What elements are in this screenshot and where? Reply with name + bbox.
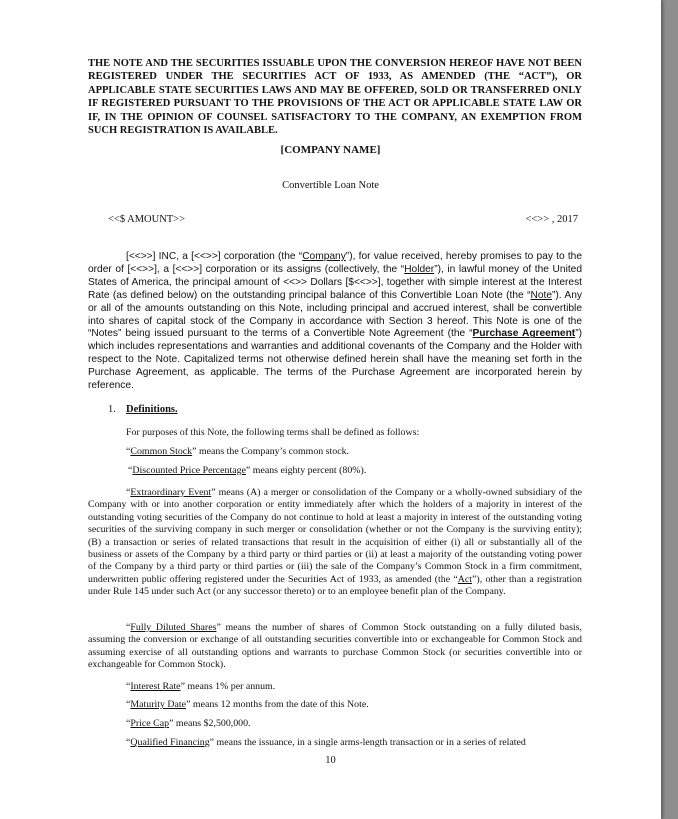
term-maturity-date: Maturity Date	[130, 699, 187, 710]
def-text: ” means 12 months from the date of this Note.	[186, 699, 369, 710]
section-number: 1.	[108, 404, 116, 415]
quote: “	[126, 737, 131, 748]
document-title: Convertible Loan Note	[282, 180, 379, 191]
term-purchase-agreement: Purchase Agreement	[472, 328, 576, 340]
def-text: ” means (A) a merger or consolidation of the Company or a wholly-owned subsidiary of the Company with or into another corporation or entity immediately after which the holders of a majority in interest of the outstanding voting securities of the Company do not continue to hold at least a majority in interest of the outstanding voting securities of the surviving company in such merger or consolidation (whether or not the Company is the surviving entity); (B) a transaction or series of related transactions that result in the acquisition of either (i) all or substantially all of the business or assets of the Company by a third party or third parties or (ii) at least a majority of the outstanding voting power of the Company by a third party or third parties or (iii) the sale of the Company’s Common Stock in a firm commitment, underwritten public offering registered under the Securities Act of 1933, as amended (the “	[88, 487, 583, 585]
company-name: [COMPANY NAME]	[280, 144, 381, 156]
quote: “	[126, 699, 131, 710]
term-qualified-financing: Qualified Financing	[130, 737, 210, 748]
section-heading	[108, 404, 178, 415]
quote: “	[128, 465, 133, 476]
intro-text: ”), for value received, hereby promises to pay to the order of [<<>>], a [<<>>] corporation or its assigns (collectively, the “	[88, 251, 583, 275]
def-discounted-price	[128, 465, 366, 477]
page-number: 10	[325, 755, 336, 766]
term-act: Act	[457, 573, 473, 585]
term-extraordinary-event: Extraordinary Event	[130, 487, 212, 498]
section-title: Definitions.	[126, 404, 178, 415]
def-interest-rate	[126, 681, 275, 693]
def-text: ” means eighty percent (80%).	[245, 465, 367, 476]
term-note: Note	[530, 289, 552, 301]
intro-text: ”). Any or all of the amounts outstanding on this Note, including principal and accrued interest, shall be convertible into shares of capital stock of the Company in accordance with Section 3 hereof. This Note is one of the “Notes” being issued pursuant to the terms of a Convertible Note Agreement (the “	[88, 289, 582, 340]
term-common-stock: Common Stock	[130, 446, 193, 457]
term-holder: Holder	[404, 263, 435, 275]
note-amount: <<$ AMOUNT>>	[108, 214, 186, 225]
def-price-cap	[126, 718, 251, 730]
term-price-cap: Price Cap	[130, 718, 170, 729]
def-text: ”), other than a registration under Rule 145 under such Act (or any successor thereto) or to an employee benefit plan of the Company.	[88, 573, 582, 598]
quote: “	[126, 718, 131, 729]
definitions-lead: For purposes of this Note, the following terms shall be defined as follows:	[126, 427, 420, 438]
intro-text: ”), in lawful money of the United States of America, the principal amount of <<>> Dollars [$<<>>], together with simple interest at the Interest Rate (as defined below) on the outstanding principal balance of this Convertible Loan Note (the “	[88, 263, 582, 301]
def-qualified-financing	[126, 737, 582, 749]
note-date: <<>> , 2017	[525, 214, 578, 225]
quote: “	[126, 622, 131, 633]
def-text: ” means the number of shares of Common Stock outstanding on a fully diluted basis, assuming the conversion or exchange of all outstanding securities convertible into or exchangeable for Common Stock and assuming exercise of all outstanding options and warrants to purchase Common Stock (or securities convertible into or exchangeable for Common Stock).	[88, 622, 582, 671]
def-extraordinary-event	[88, 487, 582, 599]
securities-legend: THE NOTE AND THE SECURITIES ISSUABLE UPON THE CONVERSION HEREOF HAVE NOT BEEN REGISTERED UNDER THE SECURITIES ACT OF 1933, AS AMENDED (THE “ACT”), OR APPLICABLE STATE SECURITIES LAWS AND MAY BE OFFERED, SOLD OR TRANSFERRED ONLY IF REGISTERED PURSUANT TO THE PROVISIONS OF THE ACT OR APPLICABLE STATE LAW OR IF, IN THE OPINION OF COUNSEL SATISFACTORY TO THE COMPANY, AN EXEMPTION FROM SUCH REGISTRATION IS AVAILABLE.	[88, 58, 582, 137]
def-text: ” means $2,500,000.	[169, 718, 251, 729]
term-discounted-price: Discounted Price Percentage	[132, 465, 246, 476]
intro-text: ”) which includes representations and warranties and additional covenants of the Company and the Holder with respect to the Note. Capitalized terms not otherwise defined herein shall have the meaning set forth in the Purchase Agreement, as applicable. The terms of the Purchase Agreement are incorporated herein by reference.	[88, 328, 582, 392]
intro-text: [<<>>] INC, a [<<>>] corporation (the “	[126, 251, 303, 262]
quote: “	[126, 446, 131, 457]
term-fully-diluted: Fully Diluted Shares	[130, 622, 217, 633]
term-company: Company	[302, 251, 346, 262]
def-text: ” means the issuance, in a single arms-length transaction or in a series of related	[209, 737, 526, 748]
def-common-stock	[126, 446, 349, 458]
def-text: ” means 1% per annum.	[180, 681, 276, 692]
quote: “	[126, 681, 131, 692]
intro-paragraph	[88, 251, 582, 393]
term-interest-rate: Interest Rate	[130, 681, 181, 692]
quote: “	[126, 487, 131, 498]
def-text: ” means the Company’s common stock.	[192, 446, 350, 457]
def-fully-diluted	[88, 622, 582, 672]
def-maturity-date	[126, 699, 369, 711]
